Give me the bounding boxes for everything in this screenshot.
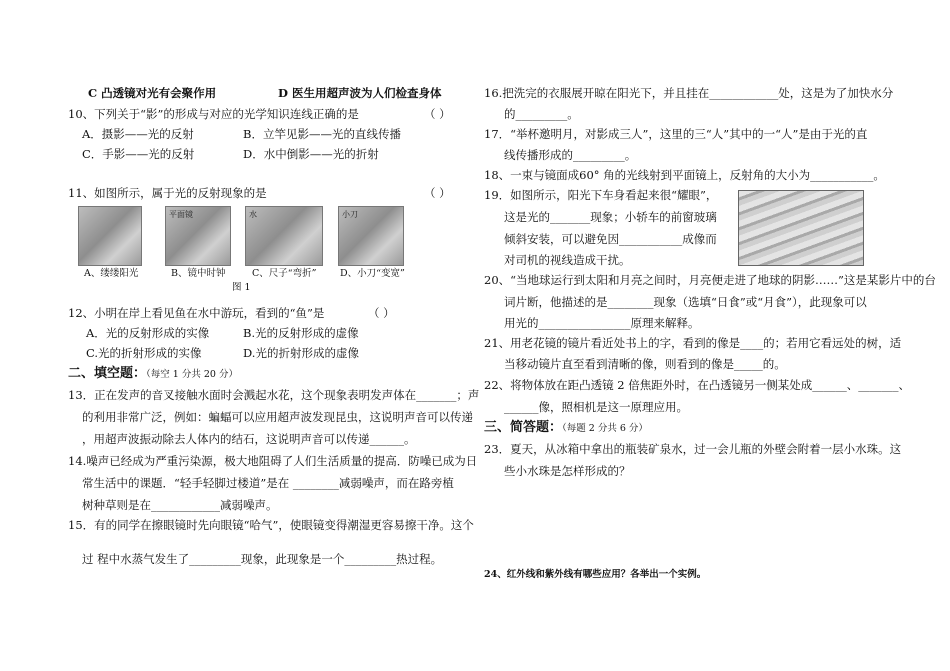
q10-option-b: B．立竿见影——光的直线传播 xyxy=(243,127,401,141)
q11-caption-c: C、尺子“弯折” xyxy=(252,268,317,279)
q17-line-1: 17．“举杯邀明月，对影成三人”，这里的三“人”其中的一“人”是由于光的直 xyxy=(484,127,868,141)
q11-photo-mirror-clock: 平面镜 xyxy=(165,206,231,266)
q20-line-2: 词片断，他描述的是________现象（选填“日食”或“月食”），此现象可以 xyxy=(504,295,867,309)
q11-caption-b: B、镜中时钟 xyxy=(171,268,226,279)
q13-line-1: 13．正在发声的音叉接触水面时会溅起水花，这个现象表明发声体在_______；声 xyxy=(68,388,480,402)
q24: 24、红外线和紫外线有哪些应用？各举出一个实例。 xyxy=(484,569,707,580)
q19-line-2: 这是光的_______现象；小轿车的前窗玻璃 xyxy=(504,210,717,224)
q22-line-2: ______像，照相机是这一原理应用。 xyxy=(504,400,688,414)
q12-option-c: C.光的折射形成的实像 xyxy=(86,346,202,360)
q11-caption-d: D、小刀“变宽” xyxy=(340,268,405,279)
q15-line-1: 15．有的同学在擦眼镜时先向眼镜“哈气”，使眼镜变得潮湿更容易擦干净。这个 xyxy=(68,518,474,532)
q23-line-1: 23．夏天，从冰箱中拿出的瓶装矿泉水，过一会儿瓶的外壁会附着一层小水珠。这 xyxy=(484,442,902,456)
q11-stem: 11、如图所示，属于光的反射现象的是 xyxy=(68,186,267,200)
q16-line-2: 的_________。 xyxy=(504,107,579,121)
q19-line-1: 19．如图所示，阳光下车身看起来很“耀眼”， xyxy=(484,188,718,202)
q15-line-2: 过 程中水蒸气发生了_________现象，此现象是一个_________热过程。 xyxy=(82,552,443,566)
q12-paren: （ ） xyxy=(368,306,395,320)
q10-option-c: C．手影——光的反射 xyxy=(82,147,195,161)
q23-line-2: 些小水珠是怎样形成的？ xyxy=(504,464,631,478)
q19-line-3: 倾斜安装，可以避免因___________成像而 xyxy=(504,232,717,246)
q11-photo-knife-glass: 小刀 xyxy=(338,206,404,266)
q20-line-1: 20、“当地球运行到太阳和月亮之间时，月亮便走进了地球的阴影……”这是某影片中的台 xyxy=(484,273,936,287)
q9-option-c: C 凸透镜对光有会聚作用 xyxy=(88,86,217,100)
q11-caption-a: A、缕缕阳光 xyxy=(84,268,139,279)
q12-option-d: D.光的折射形成的虚像 xyxy=(243,346,359,360)
q21-line-2: 当移动镜片直至看到清晰的像，则看到的像是_____的。 xyxy=(504,357,786,371)
q10-stem: 10、下列关于“影”的形成与对应的光学知识连线正确的是 xyxy=(68,107,359,121)
q16-line-1: 16.把洗完的衣服展开晾在阳光下，并且挂在____________处，这是为了加快水分 xyxy=(484,86,894,100)
q10-paren: （ ） xyxy=(424,107,451,121)
q13-line-3: ，用超声波振动除去人体内的结石，这说明声音可以传递______。 xyxy=(82,432,416,446)
q12-stem: 12、小明在岸上看见鱼在水中游玩，看到的“鱼”是 xyxy=(68,306,325,320)
q9-option-d: D 医生用超声波为人们检查身体 xyxy=(278,86,442,100)
q20-line-3: 用光的________________原理来解释。 xyxy=(504,316,700,330)
q14-line-3: 树种草则是在____________减弱噪声。 xyxy=(82,498,278,512)
q19-photo-traffic-cars xyxy=(738,190,864,266)
q19-line-4: 对司机的视线造成干扰。 xyxy=(504,253,631,267)
q21-line-1: 21、用老花镜的镜片看近处书上的字，看到的像是____的；若用它看远处的树，适 xyxy=(484,336,902,350)
q11-photo-ruler-water: 水 xyxy=(245,206,323,266)
q12-option-a: A．光的反射形成的实像 xyxy=(86,326,210,340)
q12-option-b: B.光的反射形成的虚像 xyxy=(243,326,359,340)
q14-line-2: 常生活中的课题．“轻手轻脚过楼道”是在 ________减弱噪声，而在路旁植 xyxy=(82,476,454,490)
q11-paren: （ ） xyxy=(424,186,451,200)
q13-line-2: 的利用非常广泛，例如：蝙蝠可以应用超声波发现昆虫，这说明声音可以传递 xyxy=(82,410,473,424)
q10-option-d: D．水中倒影——光的折射 xyxy=(243,147,379,161)
q22-line-1: 22、将物体放在距凸透镜 2 倍焦距外时，在凸透镜另一侧某处成______、_______、 xyxy=(484,378,911,392)
q17-line-2: 线传播形成的_________。 xyxy=(504,148,637,162)
q11-photo-sunlight xyxy=(78,206,142,266)
q18: 18、一束与镜面成60° 角的光线射到平面镜上，反射角的大小为___________。 xyxy=(484,168,885,182)
section-3-heading: 三、简答题：（每题 2 分共 6 分） xyxy=(484,420,648,435)
q10-option-a: A．摄影——光的反射 xyxy=(82,127,194,141)
figure-1-label: 图 1 xyxy=(232,282,251,293)
q14-line-1: 14.噪声已经成为严重污染源，极大地阻碍了人们生活质量的提高．防噪已成为日 xyxy=(68,454,478,468)
section-2-heading: 二、填空题：（每空 1 分共 20 分） xyxy=(68,366,238,381)
